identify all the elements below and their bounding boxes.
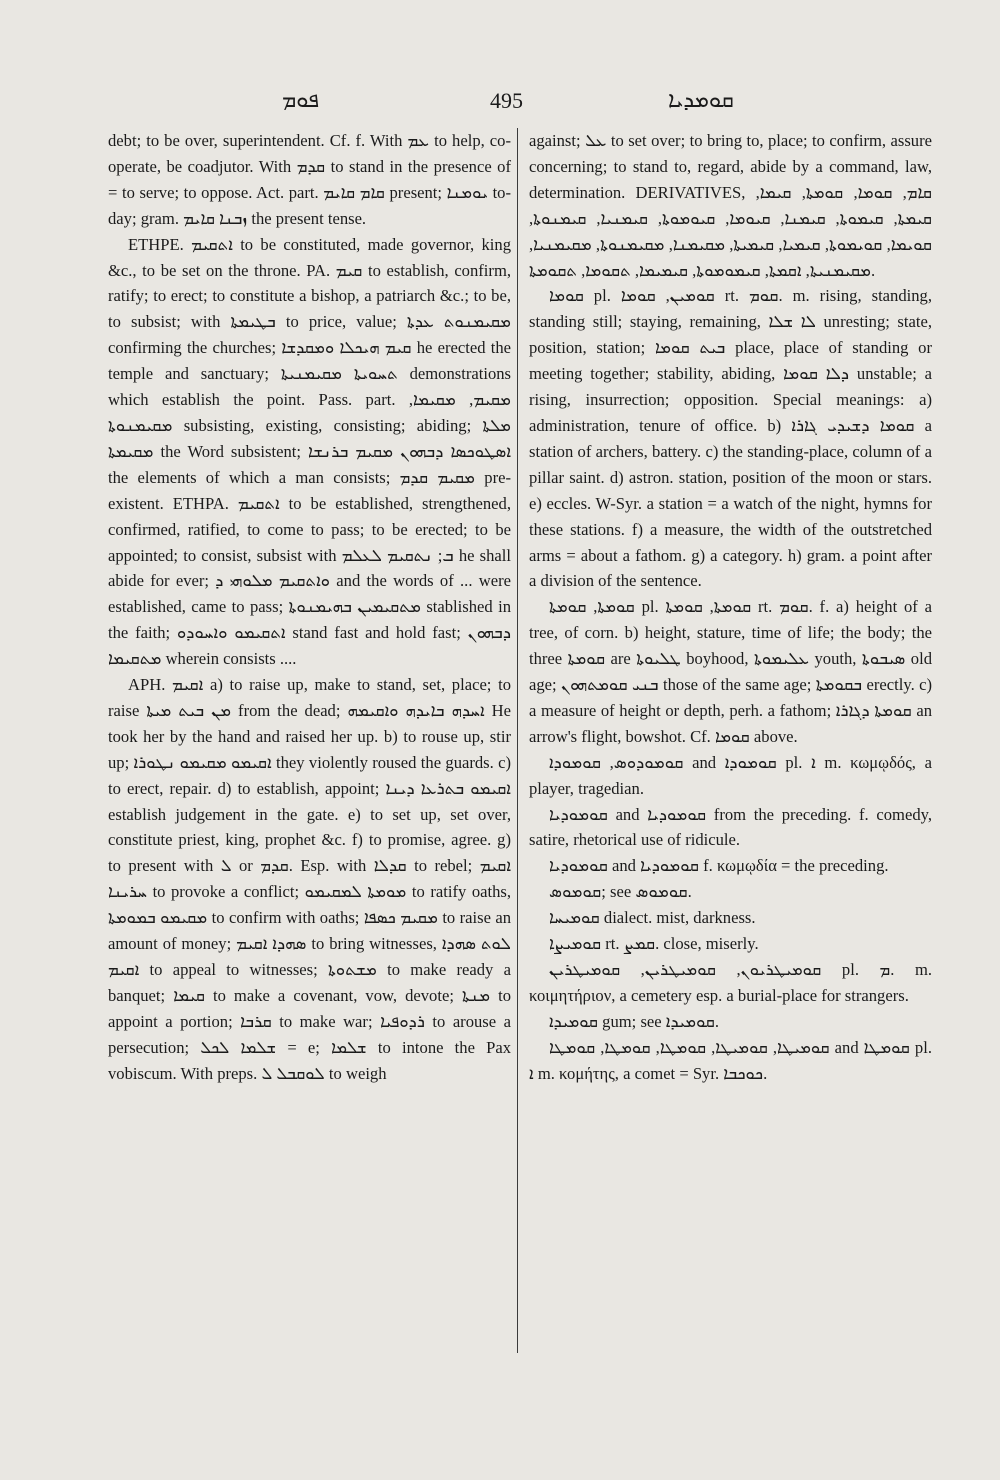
right-entry-11: ܩܘܡܝܕܐ gum; see ܩܘܡܝܕܐ. — [549, 1011, 719, 1031]
left-entry-1: debt; to be over, superintendent. Cf. f. With ܥܡ to help, co-operate, be coadjutor. With ܩܕܡ to stand in the presence of = to serve; to oppose. Act. part. ܩܐܡ ܩܐܝܡ present; ܝܘܡܢܐ to-day; gram. ܙܒܢܐ ܩܐܝܡ the present tense. — [108, 131, 511, 228]
right-column — [529, 128, 932, 1087]
running-head-left: ܦܘܡ — [282, 88, 320, 113]
running-head-right: ܩܘܡܕܝܐ — [668, 88, 734, 113]
right-entry-12: ܩܘܡܝܛܐ, ܩܘܡܝܛܐ, ܩܘܡܛܐ, ܩܘܡܛܐ, ܩܘܡܛܐ and ܩܘܡܛܐ pl. ܐ m. κομήτης, a comet = Syr. ܟܘܟܒܐ. — [529, 1037, 932, 1083]
right-entry-3: ܩܘܡܬܐ, ܩܘܡܬܐ pl. ܩܘܡܬܐ, ܩܘܡܬܐ rt. ܩܘܡ. f. a) height of a tree, of corn. b) height, stature, time of life; the body; the three ܩܘܡܬܐ are ܛܠܝܘܬܐ boyhood, ܥܠܝܡܘܬܐ youth, ܣܝܒܘܬܐ old age; ܒܢܝ ܩܘܡܬܗܘܢ those of the same age; ܒܩܘܡܬܐ erectly. c) a measure of height or depth, perh. a fathom; ܩܘܡܬܐ ܕܓܐܪܐ an arrow's flight, bowshot. Cf. ܩܘܡܐ above. — [529, 597, 932, 746]
right-entry-6: ܩܘܡܘܕܝܐ and ܩܘܡܘܕܝܐ f. κωμῳδία = the preceding. — [549, 856, 889, 876]
column-divider — [517, 128, 518, 1353]
left-column — [108, 128, 511, 1087]
page-number: 495 — [490, 88, 523, 113]
right-entry-8: ܩܘܡܝܚܐ dialect. mist, darkness. — [549, 908, 756, 928]
right-entry-7: ܩܘܡܘܣ; see ܩܘܡܘܣ. — [549, 882, 692, 902]
right-entry-10: ܩܘܡܝܛܪܝܘܢ, ܩܘܡܝܛܪܝܢ, ܩܘܡܝܛܪܝܢ pl. ܡ. m. κοιμητήριον, a cemetery esp. a burial-place for strangers. — [529, 960, 932, 1005]
right-entry-4: ܩܘܡܘܕܘܣ, ܩܘܡܘܕܐ and ܩܘܡܘܕܐ pl. ܐ m. κωμῳδός, a player, tragedian. — [529, 752, 932, 798]
right-entry-2: ܩܘܡܐ pl. ܩܘܡܝܢ, ܩܘܡܐ rt. ܩܘܡ. m. rising, standing, standing still; staying, remaining, ܠܐ ܫܠܐ unresting; state, position, station; ܒܝܬ ܩܘܡܐ place, place of standing or meeting together; stability, abiding, ܕܠܐ ܩܘܡܐ unstable; a rising, insurrection; opposition. Special meanings: a) administration, tenure of office. b) ܩܘܡܐ ܕܫܝܕܝ ܓܐܪܐ a station of archers, battery. c) the standing-place, column of a pillar saint. d) astron. station, position of the moon or stars. e) eccles. W-Syr. a station = a watch of the night, hymns for these stations. f) a measure, the width of the outstretched arms = about a fathom. g) a category. h) gram. a point after a division of the sentence. — [529, 286, 932, 591]
left-entry-3: APH. ܐܩܝܡ a) to raise up, make to stand, set, place; to raise ܡܢ ܒܝܬ ܡܝܬܐ from the dead; ܐܚܕܗ ܒܐܝܕܗ ܘܐܩܝܡܗ He took her by the hand and raised her up. b) to rouse up, stir up; ܐܩܝܡܘ ܡܩܝܡܘ ܢܛܘܪܐ they violently roused the guards. c) to erect, repair. d) to establish, appoint; ܐܩܝܡܘ ܒܬܪܥܐ ܕܝܢܐ establish judgement in the gate. e) to set up, set over, constitute priest, king, prophet &c. f) to promise, agree. g) to present with ܠ or ܩܕܡ. Esp. with ܩܕܠܐ to rebel; ܐܩܝܡ ܚܪܝܢܐ to provoke a conflict; ܡܘܡܬܐ ܠܡܩܝܡܘ to ratify oaths, ܡܩܝܡܘ ܒܡܘܡܬܐ to confirm with oaths; ܡܩܝܡ ܟܣܦܐ to raise an amount of money; ܣܗܕܐ ܐܩܝܡ to bring witnesses, ܠܘܬ ܣܗܕܐ ܐܩܝܡ to appeal to witnesses; ܡܫܬܘܬܐ to make ready a banquet; ܩܝܡܐ to make a covenant, vow, devote; ܡܢܬܐ to appoint a portion; ܩܪܒܐ to make war; ܪܕܘܦܝܐ to arouse a persecution; ܫܠܡܐ ܠܟܠ = e; ܫܠܡܐ to intone the Pax vobiscum. With preps. ܠܘܩܒܠ ܠ to weigh — [108, 675, 512, 1083]
right-entry-5: ܩܘܡܘܕܝܐ and ܩܘܡܘܕܝܐ from the preceding. f. comedy, satire, rhetorical use of ridicule. — [529, 804, 932, 850]
right-entry-9: ܩܘܡܝܨܐ rt. ܩܡܨ. close, miserly. — [549, 934, 759, 954]
right-entry-1: against; ܥܠ to set over; to bring to, place; to confirm, assure concerning; to stand to, regard, abide by a command, law, determination. DERIVATIVES, ܩܐܡ, ܩܘܡܐ, ܩܘܡܬܐ, ܩܝܡܐ, ܩܝܡܬܐ, ܩܝܡܘܬܐ, ܩܝܡܢܐ, ܩܝܘܡܐ, ܩܝܘܡܘܬܐ, ܩܝܡܢܝܐ, ܩܝܡܢܘܬܐ, ܩܘܝܡܐ, ܩܘܝܡܘܬܐ, ܩܝܡܝܐ, ܩܝܡܝܬܐ, ܡܩܝܡܢܐ, ܡܩܝܡܢܘܬܐ, ܡܩܝܡܢܝܐ, ܡܩܝܡܢܝܬܐ, ܐܩܡܬܐ, ܩܝܡܘܡܘܬܐ, ܩܝܡܝܡܐ, ܬܩܘܡܐ, ܬܩܘܡܬܐ. — [529, 131, 932, 280]
left-entry-2: ETHPE. ܐܬܩܝܡ to be constituted, made governor, king &c., to be set on the throne. PA. ܩܝܡ to establish, confirm, ratify; to erect; to constitute a bishop, a patriarch &c.; to be, to subsist; with ܒܛܝܡܬܐ to price, value; ܡܩܝܡܢܘܬ ܥܕܬܐ confirming the churches; ܩܝܡ ܗܝܟܠܐ ܘܡܩܕܫܐ he erected the temple and sanctuary; ܬܚܘܝܬܐ ܡܩܝܡܢܝܬܐ demonstrations which establish the point. Pass. part. ܡܩܝܡ, ܡܩܝܡܐ, ܡܩܝܡܢܘܬܐ subsisting, existing, consisting; abiding; ܡܠܬܐ ܡܩܝܡܬܐ the Word subsistent; ܐܣܛܘܟܣܐ ܕܒܗܘܢ ܡܩܝܡ ܒܪܢܫܐ the elements of which a man consists; ܡܩܝܡ ܩܕܡ pre-existent. ETHPA. ܐܬܩܝܡ to be established, strengthened, confirmed, ratified, to come to pass; to be erected; to be appointed; to consist, subsist with ܒ; ܢܬܩܝܡ ܠܥܠܡ he shall abide for ever; ܘܐܬܩܝܡ ܡܠܘܗܝ ܕ and the words of ... were established, came to pass; ܡܬܩܝܡܝܢ ܒܗܝܡܢܘܬܐ stablished in the faith; ܐܬܩܝܡܘ ܘܐܚܘܕܘ stand fast and hold fast; ܕܒܗܘܢ ܡܬܩܝܡܐ wherein consists .... — [108, 234, 512, 669]
